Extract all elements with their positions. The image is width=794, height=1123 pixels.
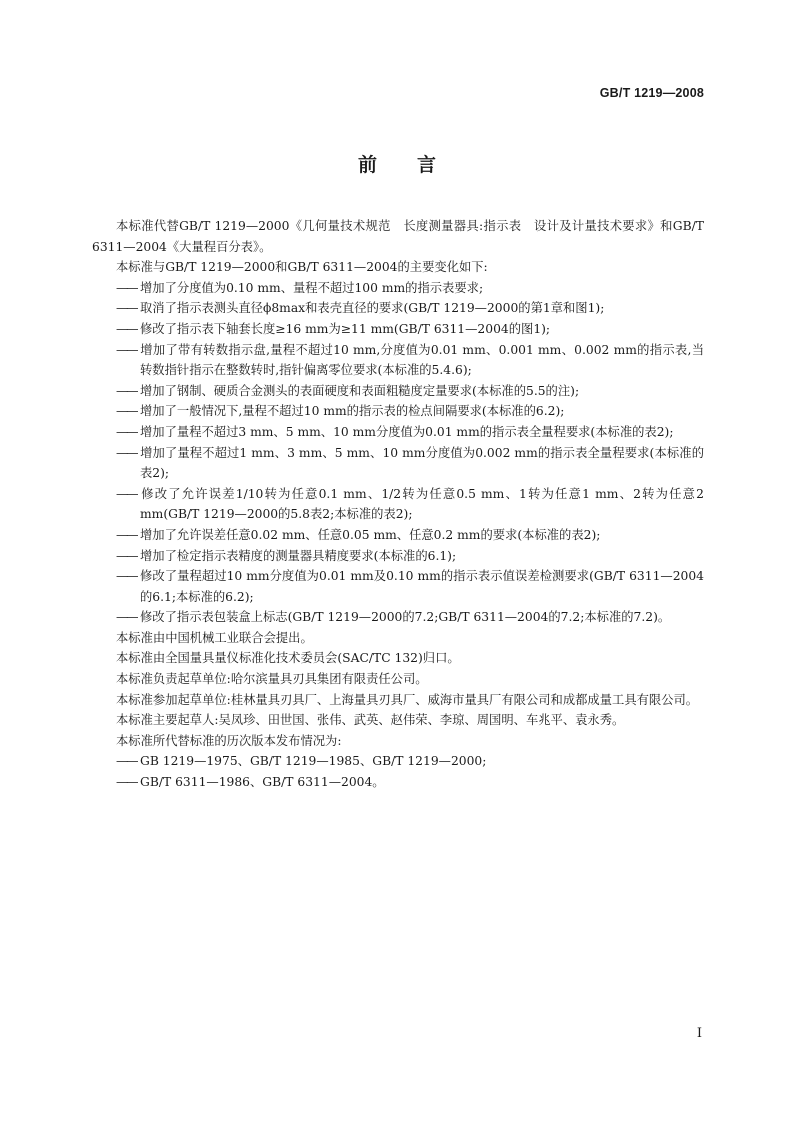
dash-bullet: —— [116, 280, 137, 295]
list-item [116, 422, 704, 443]
dash-bullet: —— [116, 775, 137, 790]
dash-bullet: —— [116, 342, 137, 357]
list-item [116, 443, 704, 484]
list-item-text: 增加了钢制、硬质合金测头的表面硬度和表面粗糙度定量要求(本标准的5.5的注); [140, 383, 580, 398]
dash-bullet: —— [116, 754, 137, 769]
list-item-text: 修改了量程超过10 mm分度值为0.01 mm及0.10 mm的指示表示值误差检测要求(GB/T 6311—2004的6.1;本标准的6.2); [140, 569, 704, 604]
list-item-text: 修改了允许误差1/10转为任意0.1 mm、1/2转为任意0.5 mm、1转为任意1 mm、2转为任意2 mm(GB/T 1219—2000的5.8表2;本标准的表2); [140, 486, 704, 522]
list-item-text: 取消了指示表测头直径ϕ8max和表壳直径的要求(GB/T 1219—2000的第1章和图1); [140, 301, 605, 316]
dash-bullet: —— [116, 424, 137, 439]
dash-bullet: —— [116, 527, 137, 542]
dash-bullet: —— [116, 321, 137, 336]
paragraph: 本标准由全国量具量仪标准化技术委员会(SAC/TC 132)归口。 [116, 651, 460, 666]
list-item [116, 751, 704, 772]
paragraph: 本标准所代替标准的历次版本发布情况为: [116, 733, 342, 748]
list-item-text: GB/T 6311—1986、GB/T 6311—2004。 [140, 775, 385, 790]
list-item-text: 增加了一般情况下,量程不超过10 mm的指示表的检点间隔要求(本标准的6.2); [140, 404, 565, 419]
dash-bullet: —— [116, 610, 137, 625]
list-item [116, 546, 704, 567]
paragraph: 本标准与GB/T 1219—2000和GB/T 6311—2004的主要变化如下: [116, 260, 488, 275]
list-item-text: 增加了带有转数指示盘,量程不超过10 mm,分度值为0.01 mm、0.001 mm、0.002 mm的指示表,当转数指针指示在整数转时,指针偏离零位要求(本标准的5.4.6); [140, 342, 704, 378]
list-item-text: 增加了量程不超过3 mm、5 mm、10 mm分度值为0.01 mm的指示表全量程要求(本标准的表2); [140, 424, 674, 439]
list-item [116, 566, 704, 607]
dash-bullet: —— [116, 301, 137, 316]
dash-bullet: —— [116, 548, 137, 563]
foreword-body [92, 216, 704, 793]
paragraph: 本标准主要起草人:吴凤珍、田世国、张伟、武英、赵伟荣、李琼、周国明、车兆平、袁永秀。 [116, 713, 625, 728]
paragraph: 本标准参加起草单位:桂林量具刃具厂、上海量具刃具厂、威海市量具厂有限公司和成都成量工具有限公司。 [116, 692, 699, 707]
list-item-text: 修改了指示表包装盒上标志(GB/T 1219—2000的7.2;GB/T 6311—2004的7.2;本标准的7.2)。 [140, 610, 671, 625]
dash-bullet: —— [116, 486, 137, 501]
paragraph: 本标准由中国机械工业联合会提出。 [116, 630, 313, 645]
list-item [116, 484, 704, 525]
page-title: 前言 [357, 154, 476, 176]
paragraph: 本标准负责起草单位:哈尔滨量具刃具集团有限责任公司。 [116, 672, 428, 687]
list-item [116, 381, 704, 402]
dash-bullet: —— [116, 445, 137, 460]
list-item [116, 525, 704, 546]
list-item [116, 772, 704, 793]
standard-code: GB/T 1219—2008 [599, 86, 704, 100]
list-item [116, 278, 704, 299]
list-item [116, 340, 704, 381]
paragraph: 本标准代替GB/T 1219—2000《几何量技术规范 长度测量器具:指示表 设计及计量技术要求》和GB/T 6311—2004《大量程百分表》。 [92, 219, 704, 254]
list-item [116, 319, 704, 340]
dash-bullet: —— [116, 383, 137, 398]
list-item [116, 298, 704, 319]
list-item-text: 增加了允许误差任意0.02 mm、任意0.05 mm、任意0.2 mm的要求(本标准的表2); [140, 527, 601, 542]
list-item [116, 401, 704, 422]
list-item-text: 修改了指示表下轴套长度≥16 mm为≥11 mm(GB/T 6311—2004的图1); [140, 321, 551, 336]
list-item-text: GB 1219—1975、GB/T 1219—1985、GB/T 1219—2000; [140, 754, 487, 769]
list-item-text: 增加了分度值为0.10 mm、量程不超过100 mm的指示表要求; [140, 280, 484, 295]
list-item-text: 增加了量程不超过1 mm、3 mm、5 mm、10 mm分度值为0.002 mm的指示表全量程要求(本标准的表2); [140, 445, 704, 481]
dash-bullet: —— [116, 404, 137, 419]
dash-bullet: —— [116, 569, 137, 584]
list-item-text: 增加了检定指示表精度的测量器具精度要求(本标准的6.1); [140, 548, 457, 563]
page-number: I [696, 1026, 702, 1041]
list-item [116, 607, 704, 628]
